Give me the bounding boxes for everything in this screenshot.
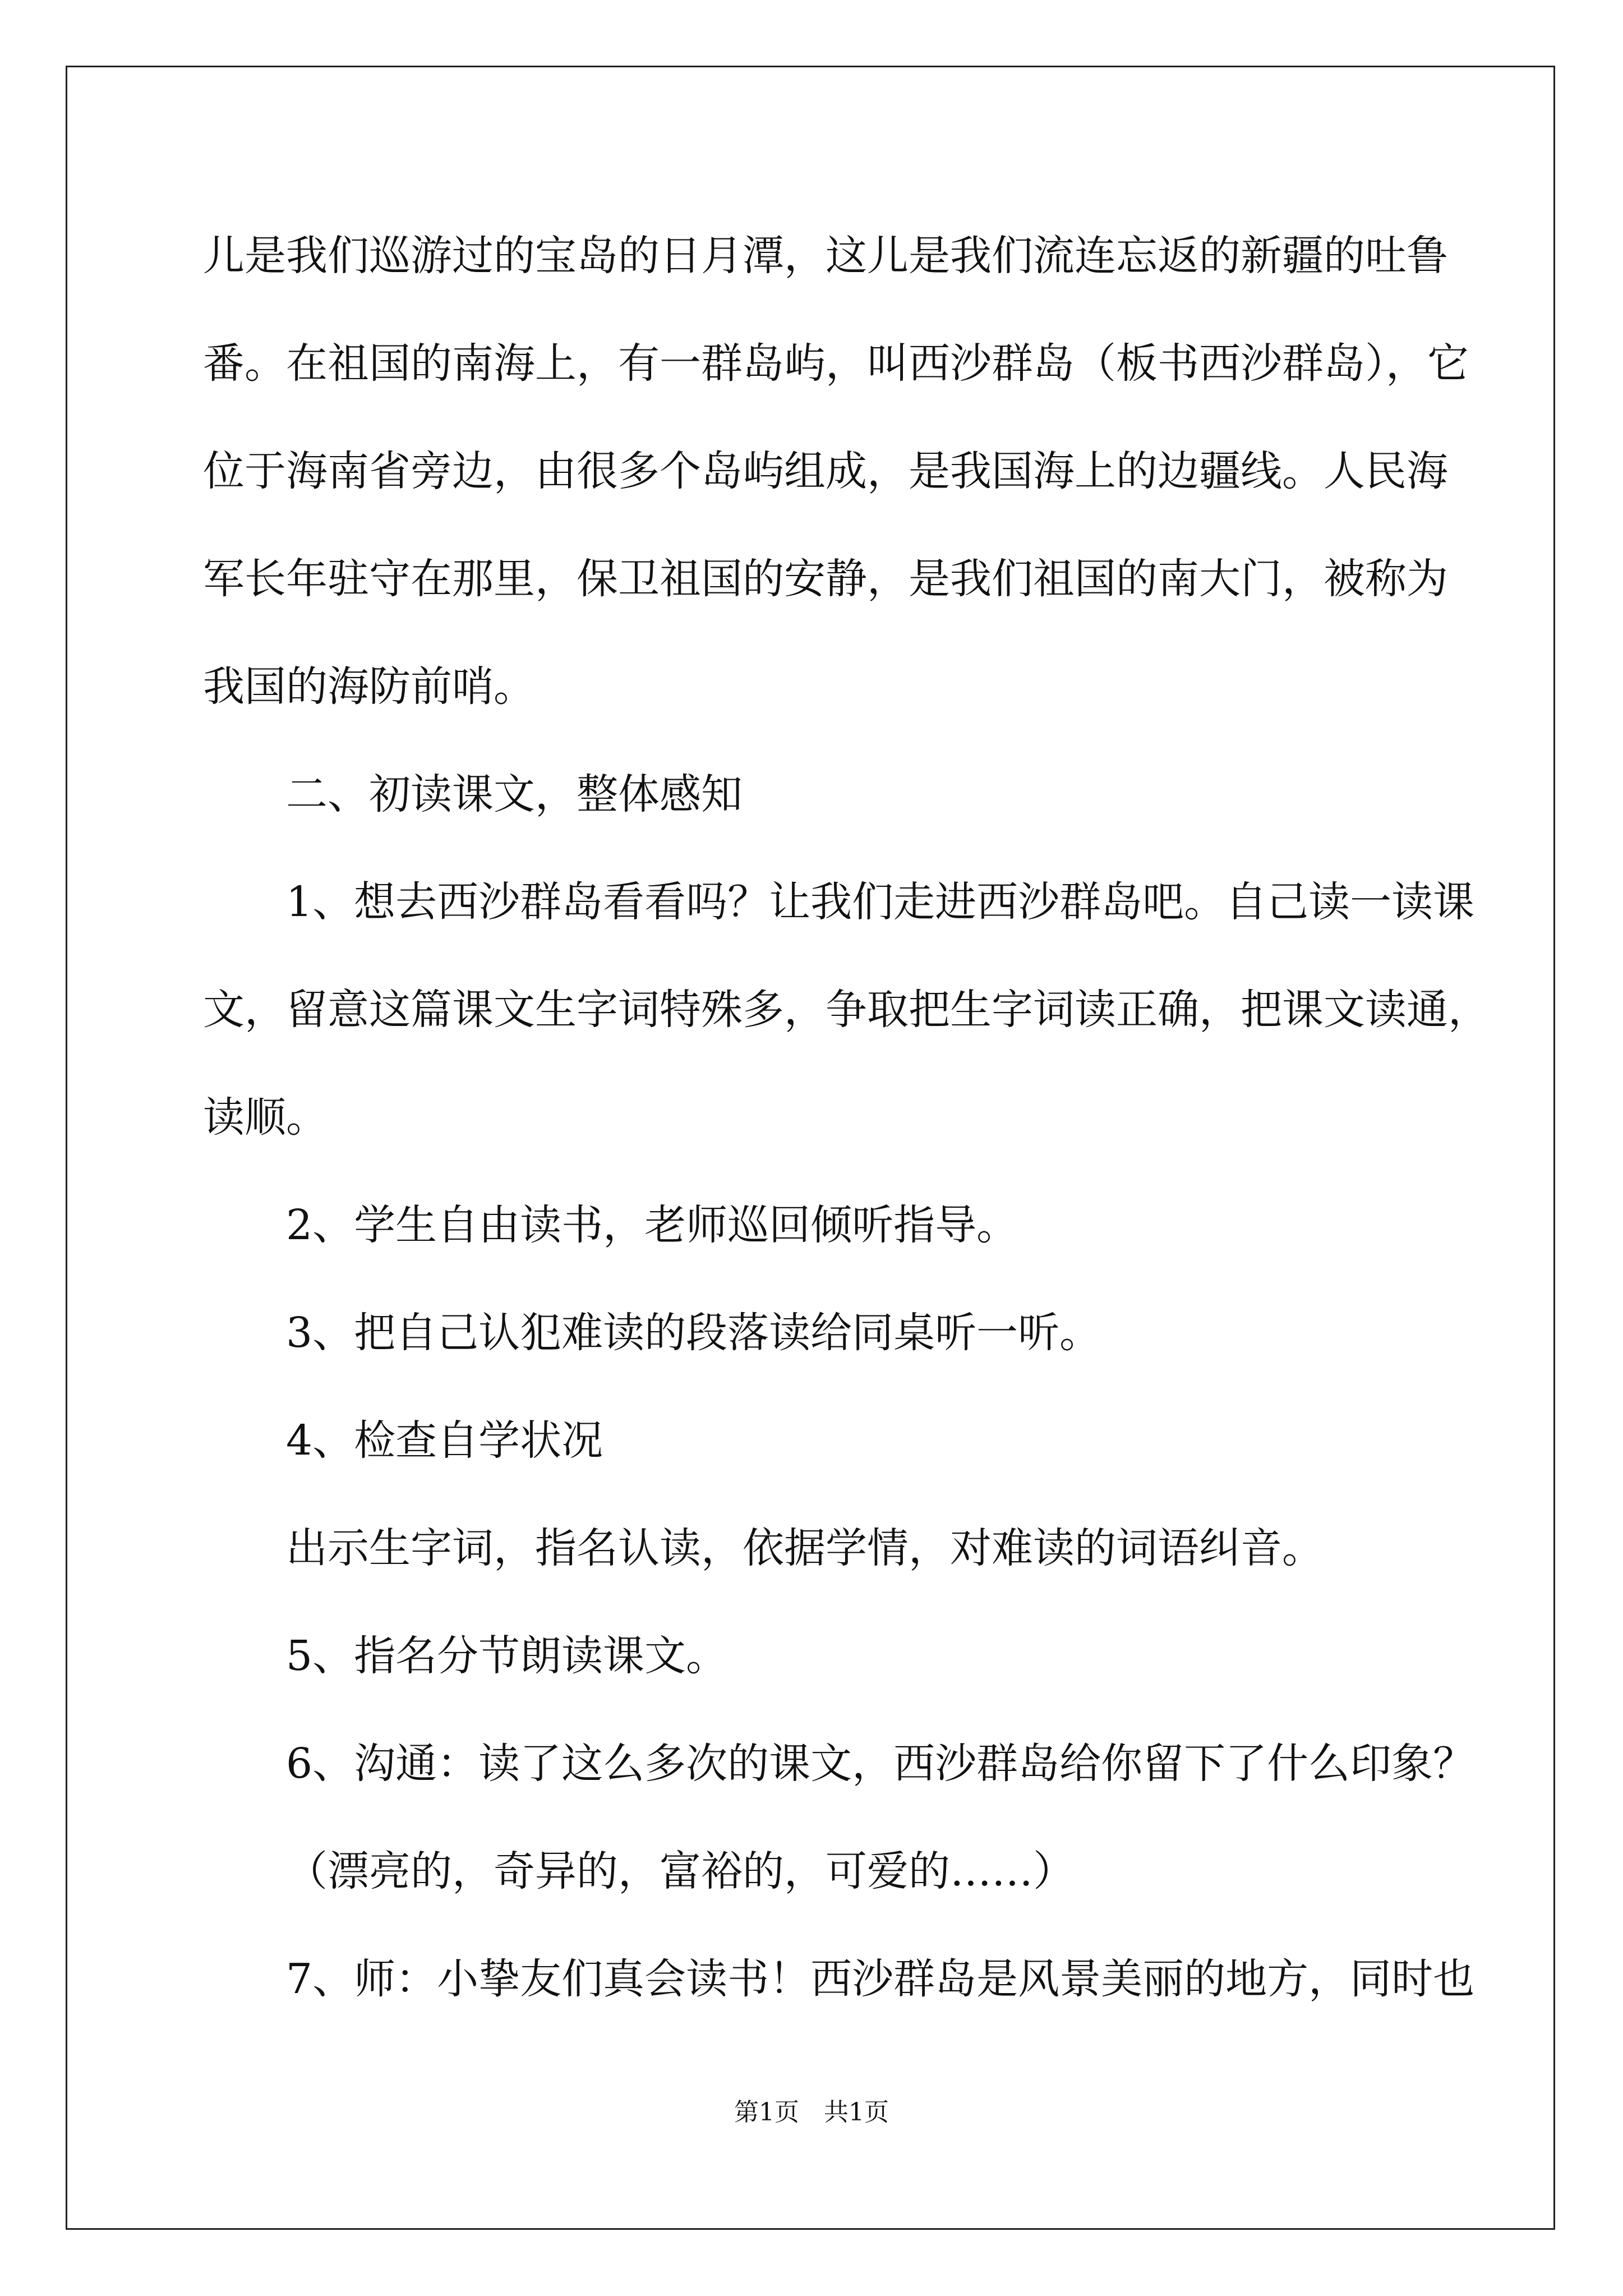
text-line: 军长年驻守在那里，保卫祖国的安静，是我们祖国的南大门，被称为 — [203, 555, 1448, 603]
text-line: 6、沟通：读了这么多次的课文，西沙群岛给你留下了什么印象？ — [286, 1740, 1475, 1788]
text-line: 文，留意这篇课文生字词特殊多，争取把生字词读正确，把课文读通， — [203, 986, 1490, 1034]
page-number: 第1页 共1页 — [734, 2098, 889, 2127]
text-line: 读顺。 — [203, 1093, 328, 1142]
text-line: 我国的海防前哨。 — [203, 662, 535, 711]
text-line: 儿是我们巡游过的宝岛的日月潭，这儿是我们流连忘返的新疆的吐鲁 — [203, 232, 1448, 280]
text-line: 出示生字词，指名认读，依据学情，对难读的词语纠音。 — [286, 1524, 1324, 1572]
text-line: 位于海南省旁边，由很多个岛屿组成，是我国海上的边疆线。人民海 — [203, 447, 1448, 495]
section-heading: 二、初读课文，整体感知 — [286, 770, 743, 818]
text-line: 1、想去西沙群岛看看吗？让我们走进西沙群岛吧。自己读一读课 — [286, 878, 1475, 926]
text-line: 3、把自己认犯难读的段落读给同桌听一听。 — [286, 1309, 1101, 1357]
document-body — [203, 202, 1490, 2033]
text-line: 5、指名分节朗读课文。 — [286, 1632, 728, 1680]
text-line: 4、检查自学状况 — [286, 1416, 603, 1465]
text-line: （漂亮的，奇异的，富裕的，可爱的……） — [286, 1847, 1075, 1895]
text-line: 2、学生自由读书，老师巡回倾听指导。 — [286, 1201, 1018, 1249]
text-line: 7、师：小挚友们真会读书！西沙群岛是风景美丽的地方，同时也 — [286, 1955, 1475, 2003]
text-line: 番。在祖国的南海上，有一群岛屿，叫西沙群岛（板书西沙群岛），它 — [203, 339, 1469, 388]
